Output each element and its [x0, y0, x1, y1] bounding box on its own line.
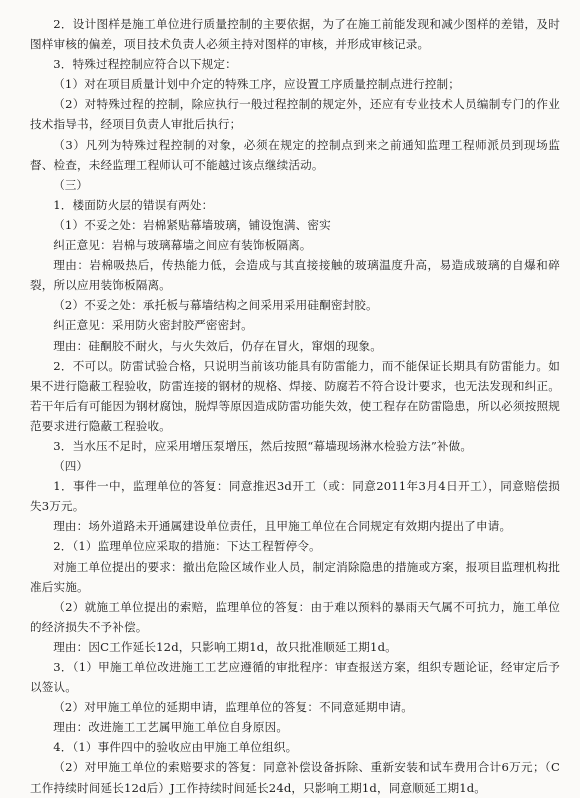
paragraph-12: 理由：硅酮胶不耐火，与火失效后，仍存在冒火，窜烟的现象。 [53, 338, 383, 353]
paragraph-6: 1．楼面防火层的错误有两处： [53, 197, 214, 212]
paragraph-10: （2）不妥之处：承托板与幕墙结构之间采用采用硅酮密封胶。 [53, 298, 378, 313]
paragraph-22: 3．（1）甲施工单位改进施工工艺应遵循的审批程序：审查报送方案，组织专题论证，经审定后予以签认。 [30, 660, 560, 695]
paragraph-17: 理由：场外道路未开通属建设单位责任，且甲施工单位在合同规定有效期内提出了申请。 [53, 519, 512, 534]
paragraph-7: （1）不妥之处：岩棉紧贴幕墙玻璃，铺设饱满、密实 [53, 217, 331, 232]
paragraph-14: 3．当水压不足时，应采用增压泵增压，然后按照“幕墙现场淋水检验方法”补做。 [53, 438, 473, 453]
paragraph-2: （1）对在项目质量计划中介定的特殊工序，应设置工序质量控制点进行控制； [53, 77, 461, 92]
paragraph-16: 1．事件一中，监理单位的答复：同意推迟3d开工（或：同意2011年3月4日开工），同意赔偿损失3万元。 [30, 479, 560, 514]
section-heading-3: （三） [53, 177, 88, 192]
paragraph-13: 2．不可以。防雷试验合格，只说明当前该功能具有防雷能力，而不能保证长期具有防雷能力。如果不进行隐蔽工程验收，防雷连接的钢材的规格、焊接、防腐若不符合设计要求，也无法发现和纠正。若干年后有可能因为钢材腐蚀，脱焊等原因造成防雷功能失效，使工程存在防雷隐患，所以必须按照规范要求进行隐蔽工程验收。 [30, 358, 560, 433]
paragraph-0: 2．设计图样是施工单位进行质量控制的主要依据，为了在施工前能发现和减少图样的差错，及时图样审核的偏差，项目技术负责人必须主持对图样的审核，并形成审核记录。 [30, 17, 560, 52]
paragraph-11: 纠正意见：采用防火密封胶严密密封。 [53, 318, 253, 333]
paragraph-9: 理由：岩棉吸热后，传热能力低，会造成与其直接接触的玻璃温度升高，易造成玻璃的自爆和碎裂，所以应用装饰板隔离。 [30, 258, 560, 293]
paragraph-25: 4．（1）事件四中的验收应由甲施工单位组织。 [53, 740, 298, 755]
paragraph-23: （2）对甲施工单位的延期申请，监理单位的答复：不同意延期申请。 [53, 700, 414, 715]
paragraph-21: 理由：因C工作延长12d，只影响工期1d，故只批准顺延工期1d。 [53, 639, 397, 654]
paragraph-20: （2）就施工单位提出的索赔，监理单位的答复：由于难以预料的暴雨天气属不可抗力，施工单位的经济损失不予补偿。 [30, 599, 560, 634]
paragraph-8: 纠正意见：岩棉与玻璃幕墙之间应有装饰板隔离。 [53, 238, 312, 253]
paragraph-3: （2）对特殊过程的控制，除应执行一般过程控制的规定外，还应有专业技术人员编制专门的作业技术指导书，经项目负责人审批后执行； [30, 97, 560, 132]
paragraph-26: （2）对甲施工单位的索赔要求的答复：同意补偿设备拆除、重新安装和试车费用合计6万元；（C工作持续时间延长12d后）J工作持续时间延长24d，只影响工期1d，同意顺延工期1d。 [30, 760, 560, 795]
paragraph-18: 2．（1）监理单位应采取的措施：下达工程暂停令。 [53, 539, 321, 554]
section-heading-4: （四） [53, 459, 88, 474]
paragraph-1: 3．特殊过程控制应符合以下规定： [53, 57, 237, 72]
paragraph-24: 理由：改进施工工艺属甲施工单位自身原因。 [53, 720, 289, 735]
paragraph-4: （3）凡列为特殊过程控制的对象，必须在规定的控制点到来之前通知监理工程师派员到现场监督、检查，未经监理工程师认可不能越过该点继续活动。 [30, 137, 560, 172]
paragraph-19: 对施工单位提出的要求：撤出危险区域作业人员，制定消除隐患的措施或方案，报项目监理机构批准后实施。 [30, 559, 560, 594]
